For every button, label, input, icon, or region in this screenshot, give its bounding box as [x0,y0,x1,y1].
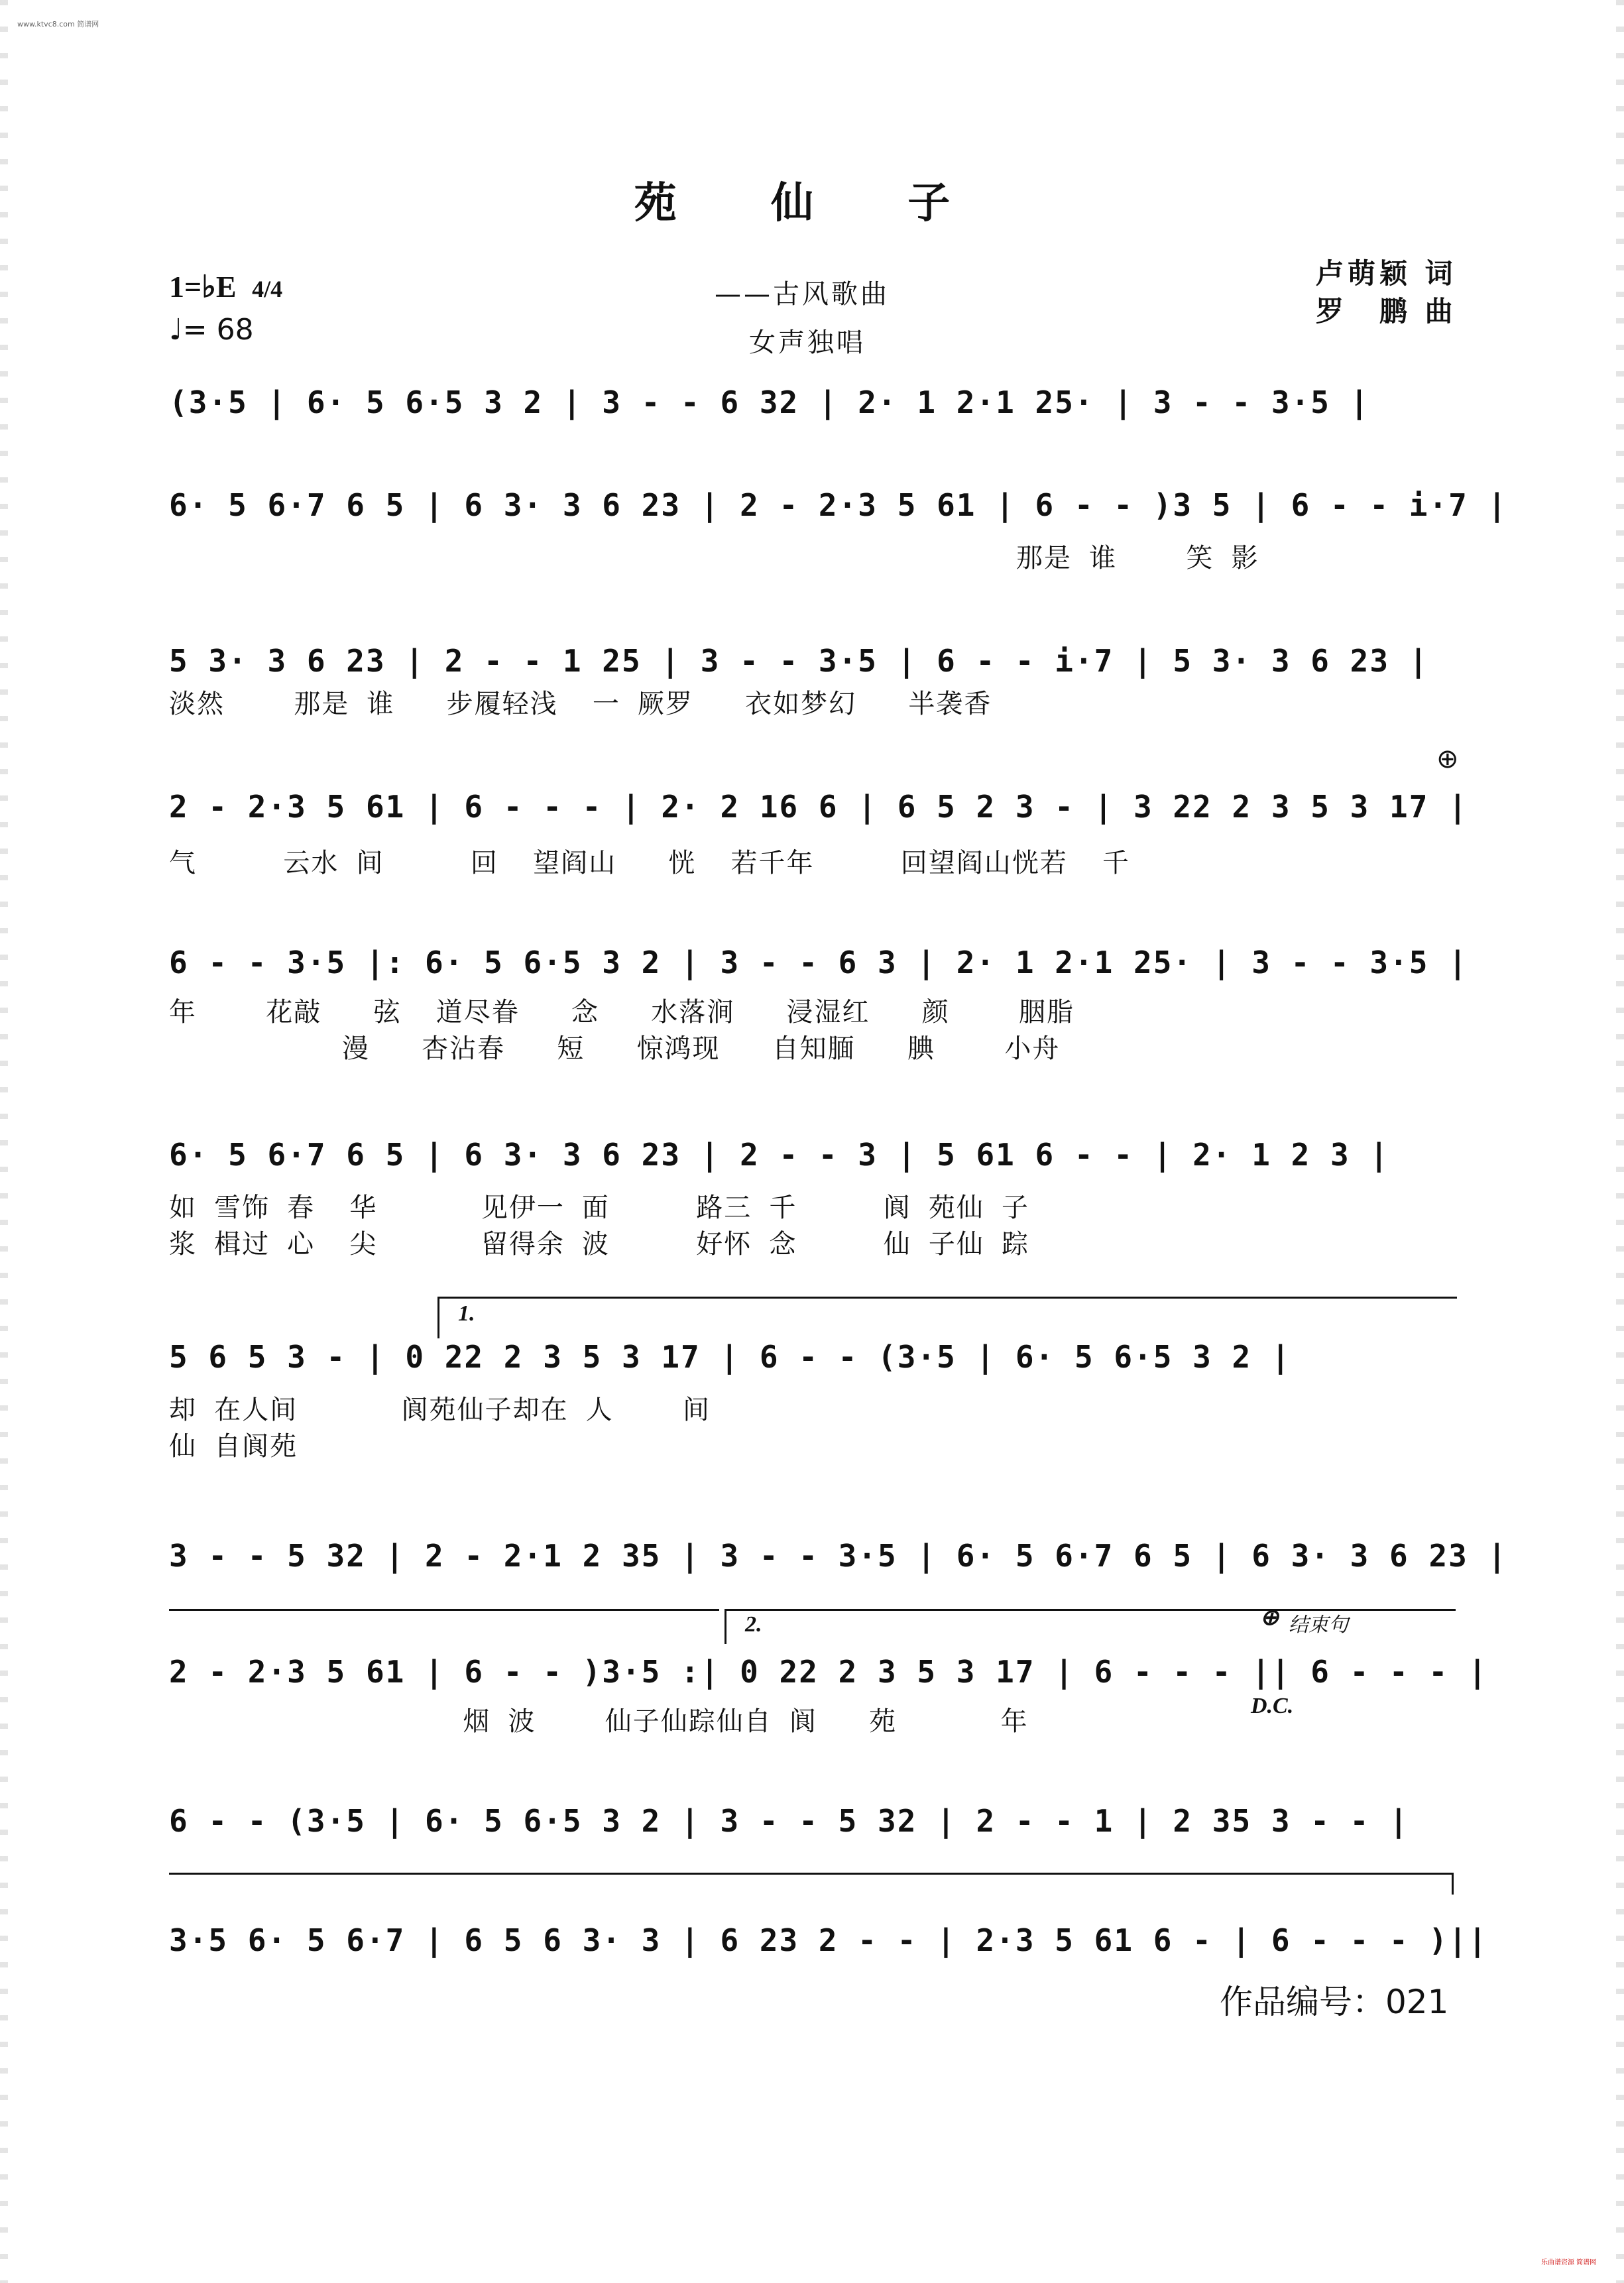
notes: (3·5 | 6· 5 6·5 3 2 | 3 - - 6 32 | 2· 1 2·1 25· | 3 - - 3·5 | [169,384,1370,420]
score-row-2 [169,474,1508,593]
notes: 3 - - 5 32 | 2 - 2·1 2 35 | 3 - - 3·5 | 6· 5 6·7 6 5 | 6 3· 3 6 23 | [169,1538,1508,1574]
notes: 6 - - (3·5 | 6· 5 6·5 3 2 | 3 - - 5 32 | 2 - - 1 | 2 35 3 - - | [169,1803,1409,1839]
score-row-6 [169,1124,1455,1259]
coda-label: 结束句 [1289,1613,1348,1637]
subtitle: ——古风歌曲 [715,279,890,310]
coda-sign-icon: ⊕ [1260,1606,1279,1630]
lyrics-line-2: 仙 自阆苑 [169,1431,298,1462]
score-row-4 [169,744,1468,895]
score-row-5 [169,931,1468,1064]
notes: 6 - - 3·5 |: 6· 5 6·5 3 2 | 3 - - 6 3 | 2· 1 2·1 25· | 3 - - 3·5 | [169,945,1468,980]
lyrics-line-2: 漫 杏沾春 短 惊鸿现 自知腼 腆 小舟 [169,1033,1061,1064]
notes: 2 - 2·3 5 61 | 6 - - - | 2· 2 16 6 | 6 5 2 3 - | 3 22 2 3 5 3 17 | [169,789,1468,825]
notes: 2 - 2·3 5 61 | 6 - - )3·5 :| 0 22 2 3 5 3 17 | 6 - - - || 6 - - - | [169,1654,1488,1690]
notes: 5 6 5 3 - | 0 22 2 3 5 3 17 | 6 - - (3·5 | 6· 5 6·5 3 2 | [169,1339,1291,1375]
composer: 罗 鹏 曲 [1316,295,1457,327]
volta-bracket-2 [725,1606,1456,1644]
song-title: 苑 仙 子 [634,178,990,228]
right-border [1616,0,1624,2283]
site-logo: 乐曲谱资源 简谱网 [1541,2259,1597,2266]
volta-2-label: 2. [745,1612,762,1637]
volta-1-label: 1. [458,1301,475,1326]
lyrics-line-1: 淡然 那是 谁 步履轻浅 一 厥罗 衣如梦幻 半袭香 [169,689,992,719]
staff-line [169,1609,719,1611]
catalog-number: 作品编号：021 [1220,1983,1449,2021]
score-row-3 [169,630,1455,749]
lyricist: 卢萌颖 词 [1316,257,1457,290]
notes: 6· 5 6·7 6 5 | 6 3· 3 6 23 | 2 - - 3 | 5 61 6 - - | 2· 1 2 3 | [169,1137,1390,1173]
volta-bracket-1 [437,1297,1457,1338]
notes: 5 3· 3 6 23 | 2 - - 1 25 | 3 - - 3·5 | 6 - - i·7 | 5 3· 3 6 23 | [169,643,1429,679]
dc-marking: D.C. [1251,1694,1294,1718]
score-row-1 [169,371,1455,491]
lyrics-line-2: 浆 楫过 心 尖 留得余 波 好怀 念 仙 子仙 踪 [169,1229,1029,1259]
lyrics-line-1: 年 花敲 弦 道尽眷 念 水落涧 浸湿红 颜 胭脂 [169,997,1075,1027]
lyrics-line-1: 如 雪饰 春 华 见伊一 面 路三 千 阆 苑仙 子 [169,1193,1029,1223]
tempo: ♩= 68 [169,313,254,347]
lyrics-line-1: 却 在人间 阆苑仙子却在 人 间 [169,1395,711,1425]
lyrics-line-1: 气 云水 间 回 望阎山 恍 若千年 回望阎山恍若 千 [169,848,1131,878]
time-signature: 4/4 [252,276,283,302]
score-row-9 [169,1606,1488,1760]
performance-type: 女声独唱 [749,327,866,358]
notes: 6· 5 6·7 6 5 | 6 3· 3 6 23 | 2 - 2·3 5 61 | 6 - - )3 5 | 6 - - i·7 | [169,487,1508,523]
coda-sign-icon: ⊕ [1436,744,1459,774]
key-signature [169,268,282,304]
score-row-7 [169,1301,1455,1462]
site-url: www.ktvc8.com 简谱网 [17,20,99,29]
lyrics-line-1: 那是 谁 笑 影 [169,543,1259,573]
staff-line [169,1873,1454,1895]
notes: 3·5 6· 5 6·7 | 6 5 6 3· 3 | 6 23 2 - - | 2·3 5 61 6 - | 6 - - - )|| [169,1922,1488,1958]
key-label: 1=♭E [169,270,237,304]
left-border [0,0,8,2283]
lyrics-line-1: 烟 波 仙子仙踪仙自 阆 苑 年 [169,1706,1029,1737]
